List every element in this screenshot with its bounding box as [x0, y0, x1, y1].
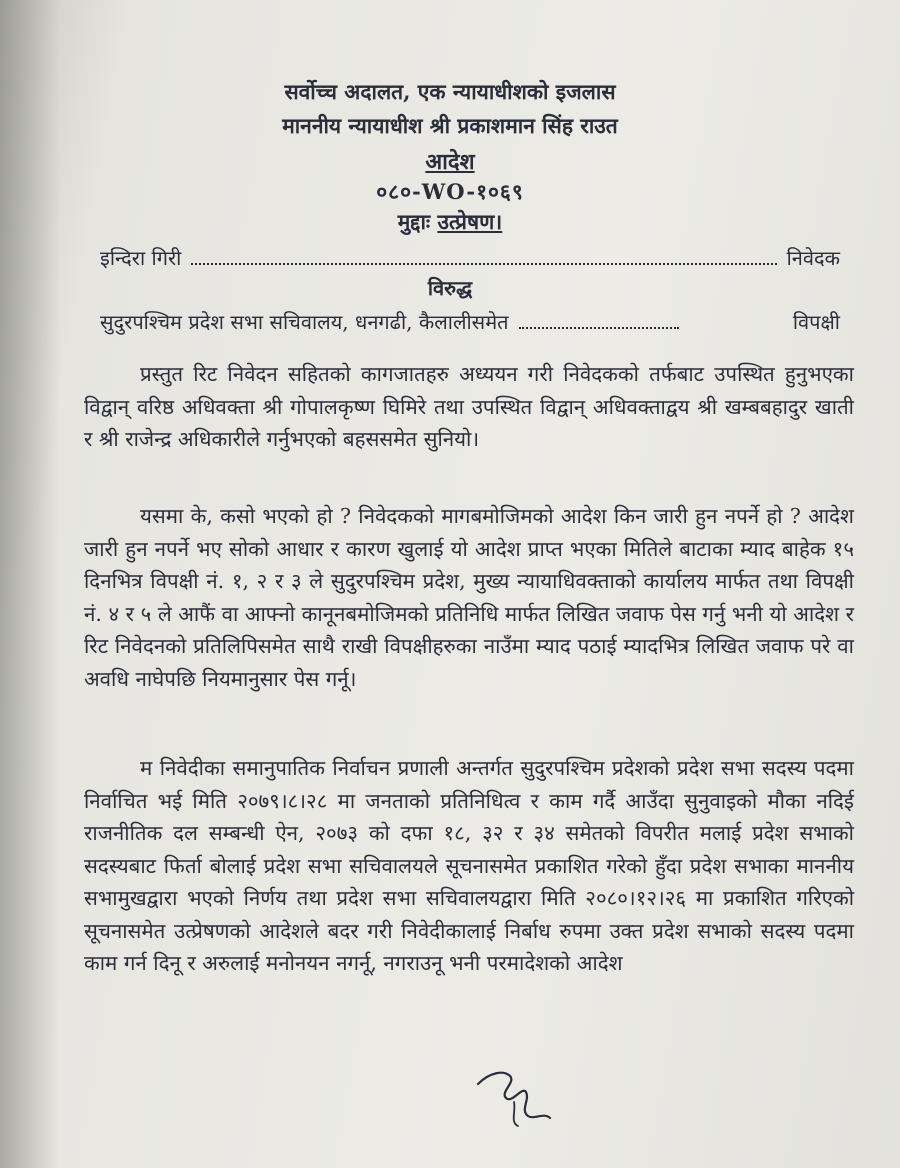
paragraph-show-cause: यसमा के, कसो भएको हो ? निवेदकको मागबमोजिमको आदेश किन जारी हुन नपर्ने हो ? आदेश जारी हुन नपर्ने भए सोको आधार र कारण खुलाई यो आदेश प्राप्त भएका मितिले बाटाका म्याद बाहेक १५ दिनभित्र विपक्षी नं. १, २ र ३ ले सुदुरपश्चिम प्रदेश, मुख्य न्यायाधिवक्ताको कार्यालय मार्फत तथा विपक्षी नं. ४ र ५ ले आफैं वा आफ्नो कानूनबमोजिमको प्रतिनिधि मार्फत लिखित जवाफ पेस गर्नु भनी यो आदेश र रिट निवेदनको प्रतिलिपिसमेत साथै राखी विपक्षीहरुका नाउँमा म्याद पठाई म्यादभित्र लिखित जवाफ परे वा अवधि नाघेपछि नियमानुसार पेस गर्नू। [84, 504, 854, 691]
case-number: ०८०-WO-१०६९ [376, 179, 524, 204]
respondent-row [100, 308, 840, 335]
respondent-role: विपक्षी [792, 310, 840, 334]
court-heading: सर्वोच्च अदालत, एक न्यायाधीशको इजलास [284, 79, 616, 104]
dotted-leader [519, 313, 679, 329]
respondent-name: सुदुरपश्चिम प्रदेश सभा सचिवालय, धनगढी, कैलालीसमेत [100, 310, 509, 334]
subject-value: उत्प्रेषण। [437, 209, 503, 234]
judge-heading: माननीय न्यायाधीश श्री प्रकाशमान सिंह राउत [282, 113, 618, 138]
subject-label: मुद्दाः [397, 209, 431, 234]
signature-mark [470, 1062, 560, 1132]
petitioner-row [100, 244, 840, 271]
versus-label: विरुद्ध [427, 276, 473, 300]
case-subject [0, 208, 900, 236]
paragraph-petition-claim: म निवेदीका समानुपातिक निर्वाचन प्रणाली अन्तर्गत सुदुरपश्चिम प्रदेशको प्रदेश सभा सदस्य पदमा निर्वाचित भई मिति २०७९।८।२८ मा जनताको प्रतिनिधित्व र काम गर्दै आउँदा सुनुवाइको मौका नदिई राजनीतिक दल सम्बन्धी ऐन, २०७३ को दफा १८, ३२ र ३४ समेतको विपरीत मलाई प्रदेश सभाको सदस्यबाट फिर्ता बोलाई प्रदेश सभा सचिवालयले सूचनासमेत प्रकाशित गरेको हुँदा प्रदेश सभाका माननीय सभामुखद्वारा भएको निर्णय तथा प्रदेश सभा सचिवालयद्वारा मिति २०८०।१२।२६ मा प्रकाशित गरिएको सूचनासमेत उत्प्रेषणको आदेशले बदर गरी निवेदीकालाई निर्बाध रुपमा उक्त प्रदेश सभाको सदस्य पदमा काम गर्न दिनू र अरुलाई मनोनयन नगर्नू, नगराउनू भनी परमादेशको आदेश [84, 756, 854, 975]
petitioner-role: निवेदक [786, 246, 840, 270]
dotted-leader [191, 249, 776, 265]
paragraph-hearing: प्रस्तुत रिट निवेदन सहितको कागजातहरु अध्ययन गरी निवेदकको तर्फबाट उपस्थित हुनुभएका विद्वान् वरिष्ठ अधिवक्ता श्री गोपालकृष्ण घिमिरे तथा उपस्थित विद्वान् अधिवक्ताद्वय श्री खम्बबहादुर खाती र श्री राजेन्द्र अधिकारीले गर्नुभएको बहससमेत सुनियो। [84, 362, 854, 451]
petitioner-name: इन्दिरा गिरी [100, 246, 182, 270]
order-title: आदेश [425, 149, 475, 175]
